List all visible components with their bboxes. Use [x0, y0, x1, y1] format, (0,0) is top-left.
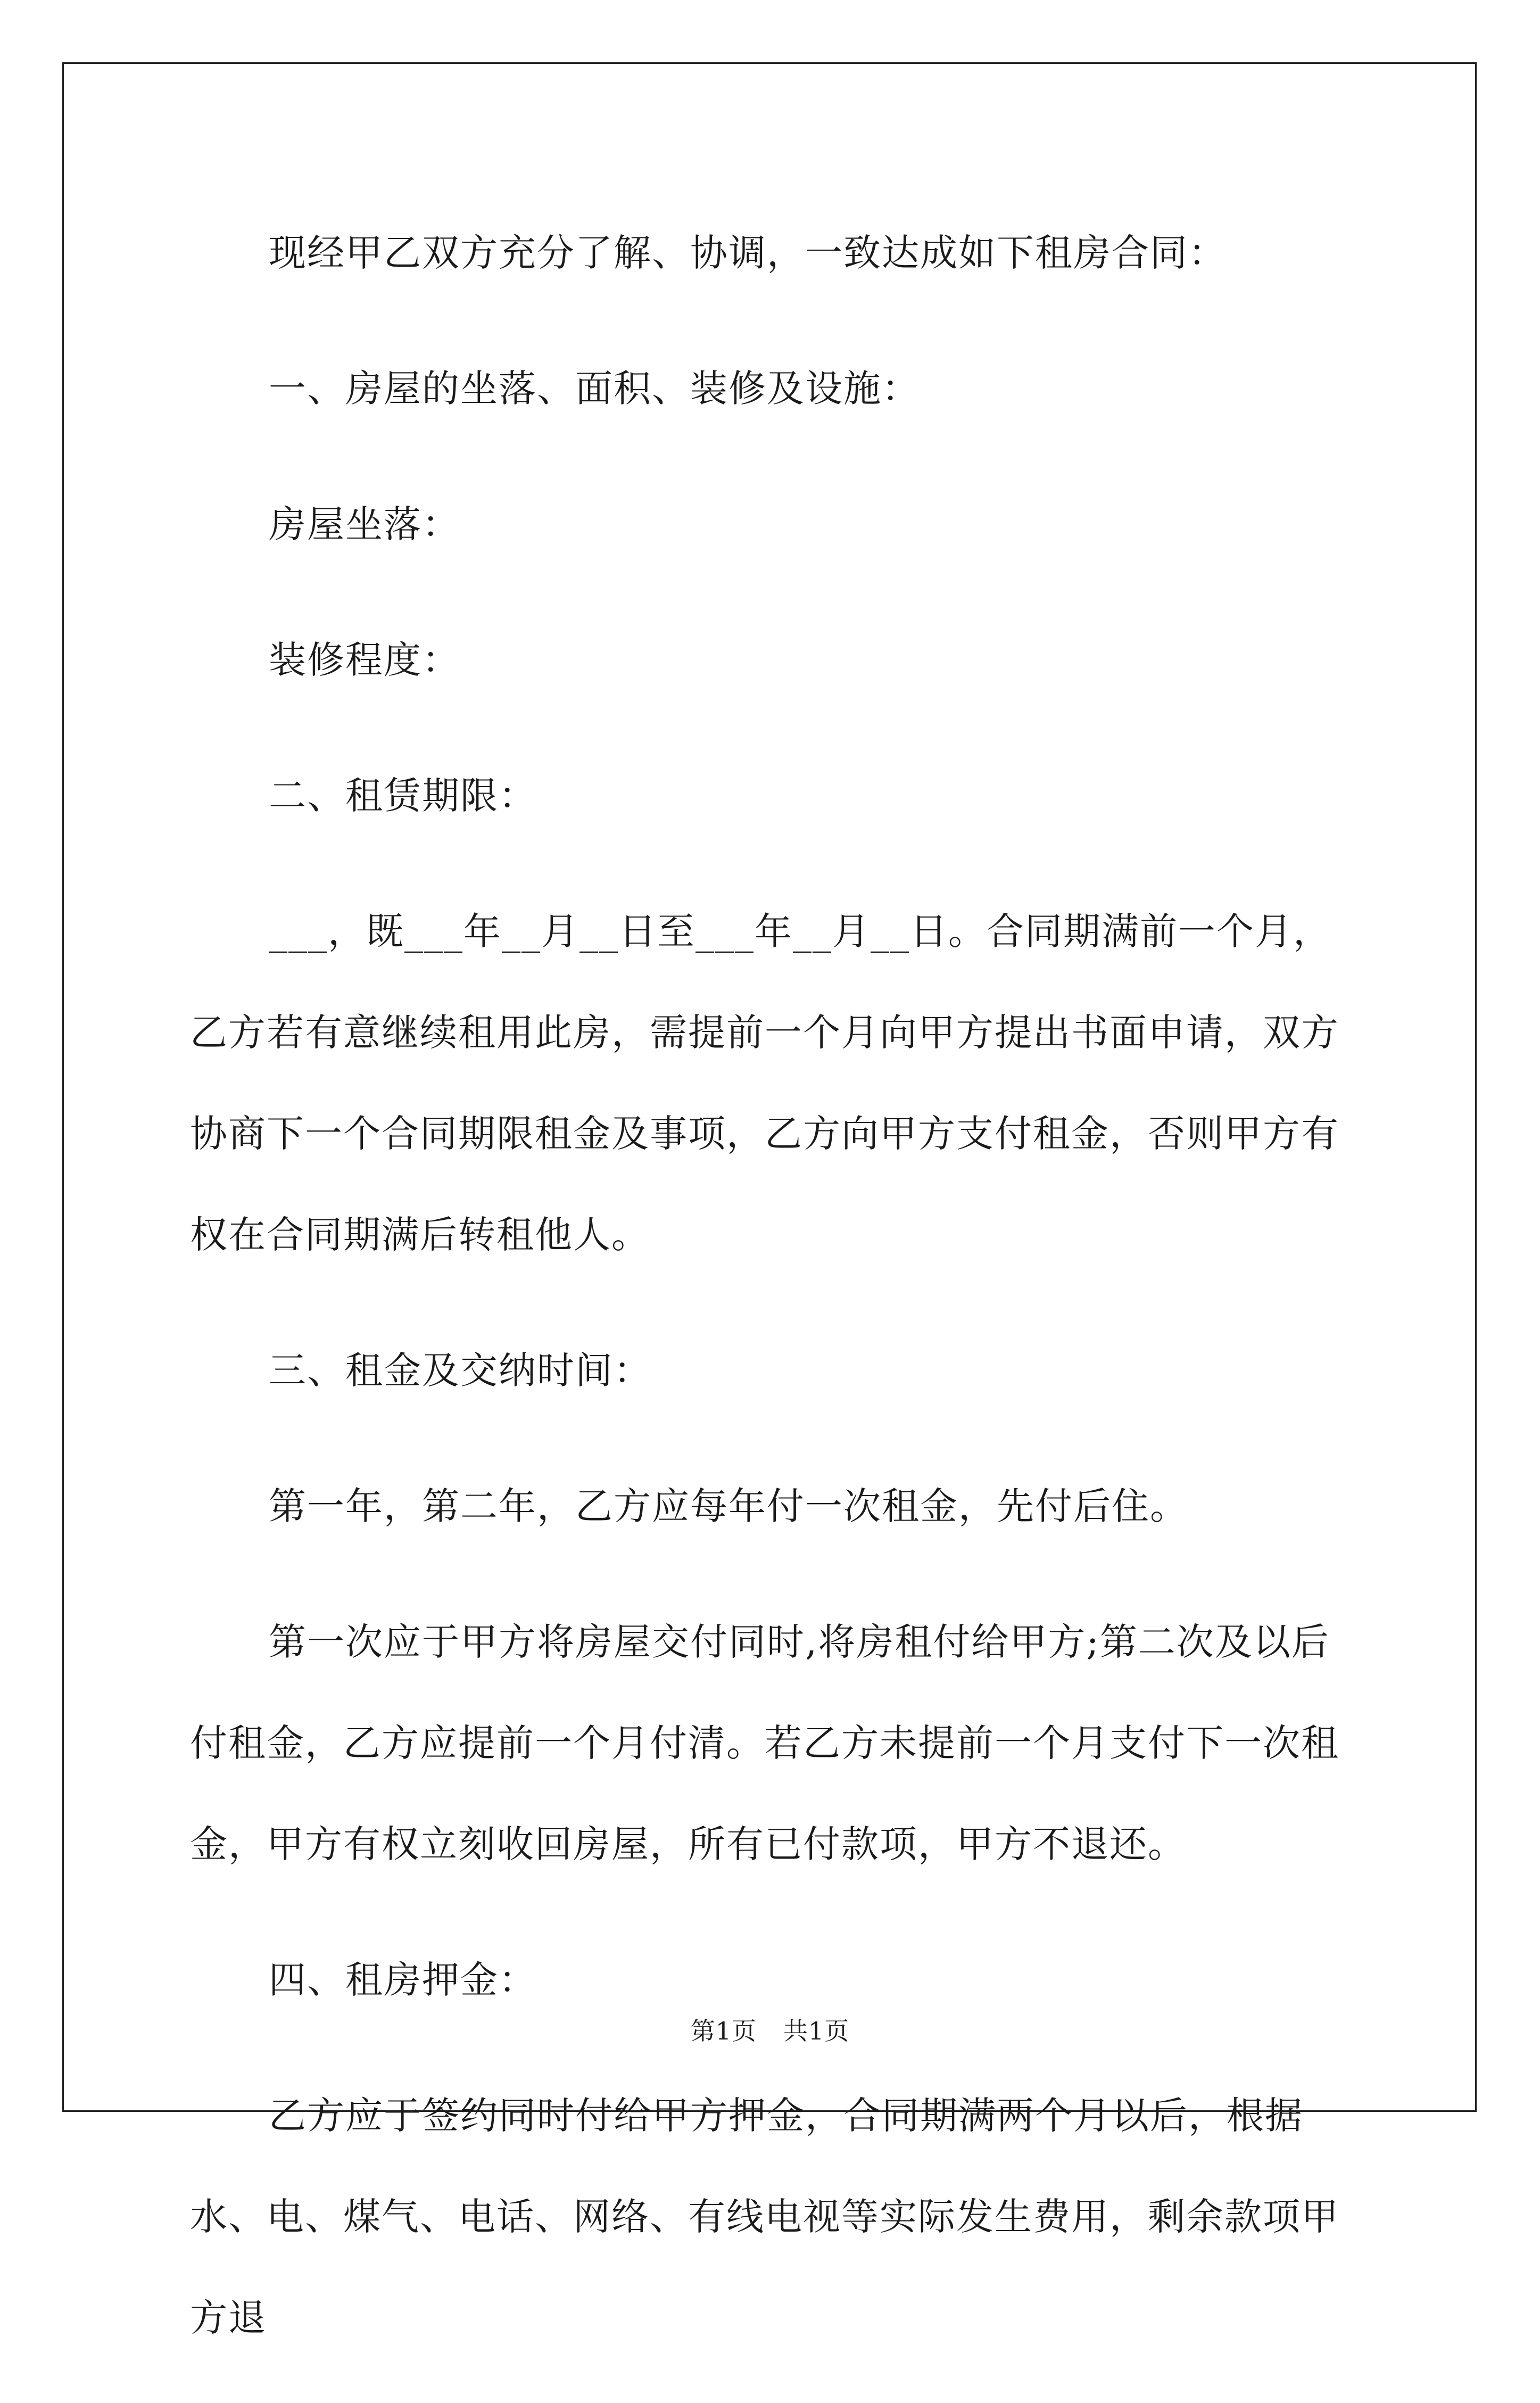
page-total: 共1页	[783, 2017, 850, 2045]
field-decoration-level: 装修程度：	[269, 638, 460, 682]
field-house-location: 房屋坐落：	[269, 502, 460, 546]
section-heading-3: 三、租金及交纳时间：	[269, 1349, 652, 1392]
paragraph-rent-yearly: 第一年，第二年，乙方应每年付一次租金，先付后住。	[269, 1484, 1188, 1528]
section-heading-1: 一、房屋的坐落、面积、装修及设施：	[269, 367, 920, 410]
paragraph-lease-term: ___，既___年__月__日至___年__月__日。合同期满前一个月，乙方若有意继续租用此房，需提前一个月向甲方提出书面申请，双方协商下一个合同期限租金及事项，乙方向甲方支付租金，否则甲方有权在合同期满后转租他人。	[190, 910, 1339, 1257]
section-heading-4: 四、租房押金：	[269, 1958, 537, 2002]
page-footer	[0, 2015, 1540, 2047]
section-heading-2: 二、租赁期限：	[269, 774, 537, 817]
paragraph-rent-payment: 第一次应于甲方将房屋交付同时,将房租付给甲方;第二次及以后付租金，乙方应提前一个月付清。若乙方未提前一个月支付下一次租金，甲方有权立刻收回房屋，所有已付款项，甲方不退还。	[190, 1620, 1339, 1866]
document-body	[190, 202, 1355, 2403]
paragraph-intro: 现经甲乙双方充分了解、协调，一致达成如下租房合同：	[269, 231, 1227, 275]
paragraph-deposit: 乙方应于签约同时付给甲方押金，合同期满两个月以后，根据水、电、煤气、电话、网络、有线电视等实际发生费用，剩余款项甲方退	[190, 2094, 1339, 2340]
page-number: 第1页	[690, 2017, 757, 2045]
